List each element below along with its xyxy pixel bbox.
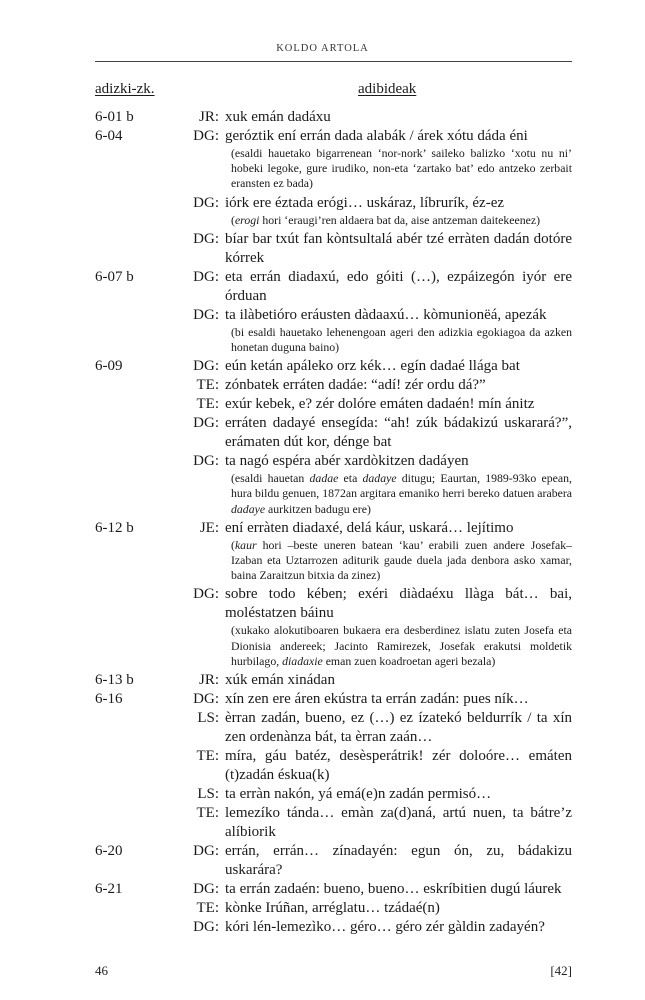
example-text: xúk emán xinádan: [225, 672, 335, 689]
speaker-label: TE:: [196, 748, 219, 765]
example-row: [0, 376, 645, 395]
form-code: 6-07 b: [95, 268, 134, 285]
page-number: 46: [95, 963, 108, 978]
speaker-label: DG:: [193, 194, 219, 211]
column-heading-codes: adizki-zk.: [95, 81, 155, 97]
example-text: errán, errán… zínadayén: egun ón, zu, bádakizu uskarára?: [225, 843, 572, 879]
example-row: [0, 306, 645, 357]
example-text: erráten dadayé ensegída: “ah! zúk bádakizú uskarará?”, erámaten dút kor, dénge bat: [225, 415, 572, 451]
form-code: 6-04: [95, 128, 123, 144]
example-text: èrran zadán, bueno, ez (…) ez ízatekó beldurrík / ta xín zen ordenànza bát, ta èrran zaán…: [225, 710, 572, 746]
examples-list: [0, 108, 645, 937]
example-text: geróztik ení errán dada alabák / árek xótu dáda éni: [225, 128, 528, 144]
example-text: zónbatek erráten dadáe: “adí! zér ordu dá?”: [225, 377, 486, 394]
example-row: [0, 880, 645, 899]
speaker-label: TE:: [196, 396, 219, 413]
example-text: ta errán zadaén: bueno, bueno… eskríbitien dugú láurek: [225, 881, 562, 898]
example-row: [0, 899, 645, 918]
header-rule: [95, 61, 572, 62]
speaker-label: TE:: [196, 805, 219, 822]
speaker-label: JR:: [198, 109, 219, 125]
speaker-label: DG:: [193, 230, 219, 247]
example-row: [0, 268, 645, 306]
example-text: ení erràten diadaxé, delá káur, uskará… lejítimo: [225, 519, 514, 536]
example-note: (xukako alokutiboaren bukaera era desberdinez islatu zuten Josefa eta Dionisia andereek; Jacinto Ramirezek, Josefak erakutsi moldetik hurbilago, diadaxie eman zuen koadroetan ageri bezala): [231, 623, 572, 668]
example-row: [0, 357, 645, 376]
example-row: [0, 747, 645, 785]
form-code: 6-21: [95, 881, 123, 898]
speaker-label: LS:: [197, 710, 219, 727]
speaker-label: DG:: [193, 453, 219, 470]
example-text: ta erràn nakón, yá emá(e)n zadán permisó…: [225, 786, 492, 803]
example-row: [0, 230, 645, 268]
form-code: 6-16: [95, 691, 123, 708]
example-text: ta ilàbetióro eráusten dàdaaxú… kòmunionëá, apezák: [225, 306, 547, 323]
example-text: xuk emán dadáxu: [225, 109, 331, 125]
example-row: [0, 127, 645, 194]
speaker-label: DG:: [193, 586, 219, 603]
form-code: 6-20: [95, 843, 123, 860]
example-text: kònke Irúñan, arréglatu… tzádaé(n): [225, 900, 440, 917]
example-note: (esaldi hauetan dadae eta dadaye ditugu; Eaurtan, 1989-93ko epean, hura bildu genuen, 1872an argitara emaniko herri bereko datuen arabera dadaye aurkitzen badugu ere): [231, 471, 572, 516]
example-text: exúr kebek, e? zér dolóre emáten dadaén! mín ánitz: [225, 396, 535, 413]
example-text: eún ketán apáleko orz kék… egín dadaé llága bat: [225, 358, 520, 375]
example-row: [0, 395, 645, 414]
speaker-label: DG:: [193, 881, 219, 898]
form-code: 6-01 b: [95, 109, 134, 125]
example-row: [0, 690, 645, 709]
speaker-label: DG:: [193, 358, 219, 375]
example-row: [0, 519, 645, 586]
page-reference: [42]: [550, 963, 572, 978]
speaker-label: DG:: [193, 919, 219, 936]
speaker-label: TE:: [196, 900, 219, 917]
example-row: [0, 804, 645, 842]
example-row: [0, 108, 645, 127]
example-row: [0, 194, 645, 230]
example-row: [0, 414, 645, 452]
example-row: [0, 709, 645, 747]
form-code: 6-13 b: [95, 672, 134, 689]
example-text: eta errán diadaxú, edo góiti (…), ezpáizegón iyór ere órduan: [225, 268, 572, 304]
example-row: [0, 585, 645, 671]
example-row: [0, 842, 645, 880]
speaker-label: TE:: [196, 377, 219, 394]
example-text: kóri lén-lemezìko… géro… géro zér gàldin zadayén?: [225, 919, 545, 936]
example-text: iórk ere éztada erógi… uskáraz, líbrurík, éz-ez: [225, 194, 505, 211]
speaker-label: JR:: [198, 672, 219, 689]
speaker-label: DG:: [193, 843, 219, 860]
speaker-label: DG:: [193, 415, 219, 432]
running-title: KOLDO ARTOLA: [276, 43, 369, 54]
speaker-label: JE:: [199, 519, 219, 536]
speaker-label: DG:: [193, 691, 219, 708]
example-note: (esaldi hauetako bigarrenean ‘nor-nork’ saileko balizko ‘xotu nu ni’ hobeki legoke, gure irudiko, non-eta ‘zartako bat’ edo antzeko zerbait eransten ez bada): [231, 146, 572, 191]
speaker-label: DG:: [193, 306, 219, 323]
column-heading-examples: adibideak: [358, 81, 417, 97]
form-code: 6-12 b: [95, 519, 134, 536]
example-text: xín zen ere áren ekústra ta errán zadán: pues ník…: [225, 691, 529, 708]
example-text: sobre todo kében; exéri diàdaéxu llàga bát… bai, moléstatzen báinu: [225, 586, 572, 622]
example-row: [0, 452, 645, 519]
example-row: [0, 785, 645, 804]
example-note: (kaur hori –beste uneren batean ‘kau’ erabili zuen andere Josefak– Izaban eta Uztarrozen aditurik gaude duela jada denbora asko xamar, baina Zaraitzun bitxia da zinez): [231, 537, 572, 583]
example-note: (erogi hori ‘eraugi’ren aldaera bat da, aise antzeman daitekeenez): [231, 212, 541, 227]
form-code: 6-09: [95, 358, 123, 375]
example-note: (bi esaldi hauetako lehenengoan ageri den adizkia egokiagoa da azken honetan duguna baino): [231, 324, 572, 355]
example-text: ta nagó espéra abér xardòkitzen dadáyen: [225, 453, 469, 470]
example-text: lemezíko tánda… emàn za(d)aná, artú nuen, ta bátre’z alíbiorik: [225, 805, 572, 841]
example-row: [0, 918, 645, 937]
speaker-label: DG:: [193, 128, 219, 144]
example-text: bíar bar txút fan kòntsultalá abér tzé erràten dadán dotóre kórrek: [225, 230, 572, 266]
example-row: [0, 671, 645, 690]
example-text: míra, gáu batéz, desèsperátrik! zér doloóre… emáten (t)zadán éskua(k): [225, 748, 572, 784]
speaker-label: DG:: [193, 268, 219, 285]
speaker-label: LS:: [197, 786, 219, 803]
